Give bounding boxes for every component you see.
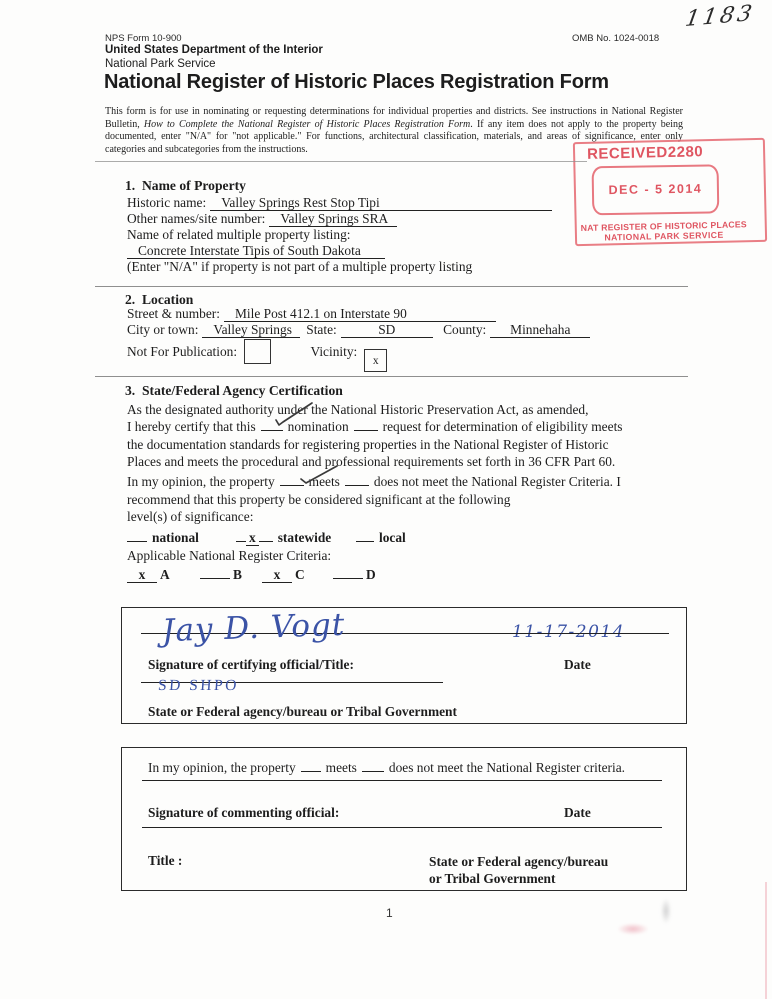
vicinity-mark: x (372, 355, 379, 367)
not-for-publication-checkbox (244, 339, 271, 364)
scan-edge-artifact (765, 882, 767, 999)
state-value: SD (341, 322, 433, 338)
criterion-c-mark: x (262, 568, 292, 583)
commenting-opinion-pre: In my opinion, the property (148, 760, 296, 775)
criteria-row (0, 567, 772, 587)
street-label: Street & number: (127, 306, 220, 321)
significance-levels-row (0, 530, 772, 548)
vicinity-label: Vicinity: (310, 344, 358, 359)
certifying-agency-label: State or Federal agency/bureau or Tribal Government (148, 704, 457, 719)
department-name: United States Department of the Interior (105, 44, 323, 56)
page-number: 1 (386, 906, 393, 920)
opinion-paragraph (127, 474, 672, 525)
opinion-line3: level(s) of significance: (127, 508, 254, 524)
blank-line (345, 475, 369, 486)
criterion-b-letter: B (233, 567, 242, 582)
commenting-agency-line2: or Tribal Government (429, 871, 556, 886)
criterion-d (333, 567, 376, 583)
criterion-c-letter: C (295, 567, 305, 582)
historic-name-row (127, 195, 552, 212)
blank-line (354, 420, 378, 431)
level-statewide (236, 530, 331, 546)
handwritten-page-number: 1183 (683, 1, 757, 32)
commenting-opinion-line (148, 760, 625, 776)
certifying-signature-box (121, 607, 687, 724)
agency-name: National Park Service (105, 58, 216, 70)
section-divider (95, 286, 688, 287)
instructions-text-cont: . If any item does not apply to the property being documented, enter "N/A" for "not applicable." For functions, architectural classification, materials, and areas of significance, enter only categories and subcategories from the instructions. (105, 118, 683, 155)
stamp-date: DEC - 5 2014 (608, 181, 703, 198)
publication-vicinity-row (127, 339, 387, 367)
criterion-d-mark (333, 578, 363, 579)
multiple-listing-value: Concrete Interstate Tipis of South Dakota (127, 243, 385, 259)
commenting-agency-line1: State or Federal agency/bureau (429, 854, 609, 869)
opinion-post: does not meet the National Register Criteria. I (373, 474, 621, 489)
blank-line (127, 531, 147, 542)
opinion-line2: recommend that this property be considered significant at the following (127, 491, 511, 507)
national-label: national (152, 530, 199, 545)
document-title: National Register of Historic Places Registration Form (104, 71, 609, 93)
multiple-listing-row (127, 243, 385, 260)
criterion-a-mark: x (127, 568, 157, 583)
certify-line1 (127, 419, 672, 436)
statewide-x-mark: x (246, 530, 259, 546)
instructions-text: This form is for use in nominating or requesting determinations for individual properties and districts. See instructions in National Register Bulletin, (105, 106, 683, 130)
scan-smudge (617, 923, 649, 935)
local-label: local (379, 530, 406, 545)
checkmark-icon (297, 462, 341, 486)
certify-pre: I hereby certify that this (127, 419, 256, 434)
section-divider (95, 376, 688, 377)
criterion-c (262, 567, 305, 583)
commenting-opinion-post: does not meet the National Register criteria. (388, 760, 626, 775)
blank-line (356, 531, 374, 542)
certify-line3: Places and meets the procedural and professional requirements set forth in 36 CFR Part 60. (127, 453, 616, 469)
criterion-d-letter: D (366, 567, 376, 582)
commenting-agency-label (429, 853, 608, 887)
city-state-county-row (127, 322, 590, 339)
not-for-publication-label: Not For Publication: (127, 344, 238, 359)
commenting-signature-box (121, 747, 687, 891)
criterion-b (200, 567, 242, 583)
statewide-label: statewide (277, 530, 332, 545)
multiple-listing-note: (Enter "N/A" if property is not part of a multiple property listing (127, 259, 473, 274)
stamp-received-label: RECEIVED (586, 144, 668, 163)
meets-label: meets (308, 474, 340, 489)
criteria-label: Applicable National Register Criteria: (127, 548, 332, 563)
commenting-signature-label: Signature of commenting official: (148, 805, 340, 820)
criterion-b-mark (200, 578, 230, 579)
level-local (356, 530, 406, 546)
vicinity-checkbox (364, 349, 387, 372)
received-stamp (573, 138, 767, 246)
section2-heading: 2. Location (125, 292, 194, 307)
street-row (127, 306, 496, 323)
form-number: NPS Form 10-900 (105, 33, 182, 44)
historic-name-value: Valley Springs Rest Stop Tipi (210, 195, 552, 211)
checkmark-icon (272, 398, 316, 430)
county-label: County: (443, 322, 487, 337)
other-names-value: Valley Springs SRA (269, 211, 397, 227)
scan-smudge (661, 898, 671, 924)
commenting-meets-label: meets (325, 760, 357, 775)
section-divider (95, 161, 587, 162)
criterion-a (127, 567, 170, 583)
opinion-line1 (127, 474, 672, 491)
blank-line (259, 531, 273, 542)
county-value: Minnehaha (490, 322, 590, 338)
blank-line (301, 761, 321, 772)
stamp-nps-line: NATIONAL PARK SERVICE (604, 229, 724, 243)
street-value: Mile Post 412.1 on Interstate 90 (224, 306, 496, 322)
certify-post: request for determination of eligibility meets (382, 419, 623, 434)
blank-line (236, 531, 246, 542)
blank-line (362, 761, 384, 772)
certifying-date-label: Date (564, 657, 591, 672)
other-names-row (127, 211, 397, 228)
section1-heading: 1. Name of Property (125, 178, 246, 193)
state-label: State: (306, 322, 337, 337)
opinion-pre: In my opinion, the property (127, 474, 275, 489)
level-national (127, 530, 199, 546)
title-line (142, 827, 662, 828)
historic-name-label: Historic name: (127, 195, 207, 210)
authority-line: As the designated authority under the National Historic Preservation Act, as amended, (127, 402, 589, 417)
stamp-register-line: NAT REGISTER OF HISTORIC PLACES (580, 219, 747, 234)
city-label: City or town: (127, 322, 199, 337)
certifying-signature: Jay D. Vogt (161, 606, 346, 650)
stamp-date-box (592, 164, 720, 215)
city-value: Valley Springs (202, 322, 299, 338)
stamp-received-text (587, 143, 703, 163)
nomination-label: nomination (287, 419, 349, 434)
stamp-received-number: 2280 (667, 143, 704, 162)
omb-number: OMB No. 1024-0018 (572, 33, 660, 44)
bulletin-title: How to Complete the National Register of Historic Places Registration Form (143, 118, 471, 130)
certify-line2: the documentation standards for registering properties in the National Register of Historic (127, 436, 609, 452)
commenting-date-label: Date (564, 805, 591, 820)
signature-line (142, 780, 662, 781)
certifying-signature-label: Signature of certifying official/Title: (148, 657, 354, 672)
commenting-title-label: Title : (148, 853, 183, 868)
other-names-label: Other names/site number: (127, 211, 266, 226)
certifying-agency-value: SD SHPO (157, 677, 240, 694)
certifying-date-value: 11-17-2014 (512, 622, 626, 642)
section3-heading: 3. State/Federal Agency Certification (125, 383, 343, 398)
certify-paragraph (127, 419, 672, 470)
criterion-a-letter: A (160, 567, 170, 582)
multiple-listing-label: Name of related multiple property listing: (127, 227, 351, 242)
